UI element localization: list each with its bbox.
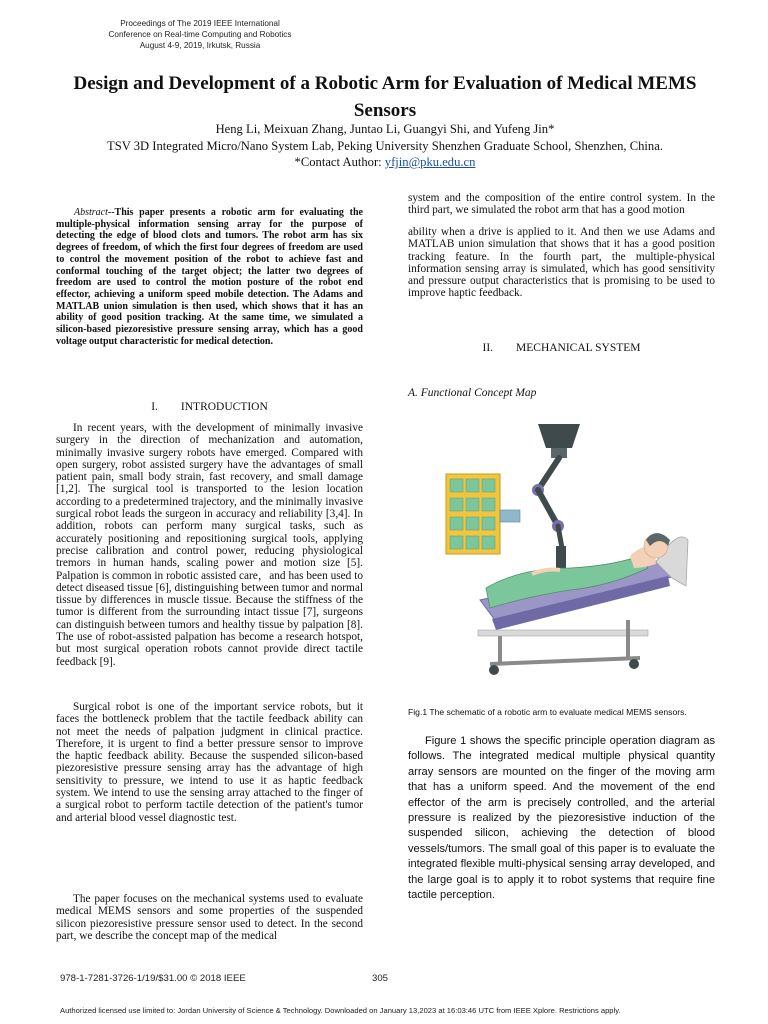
contact-label: *Contact Author: [294, 155, 385, 169]
footer-isbn: 978-1-7281-3726-1/19/$31.00 © 2018 IEEE [60, 973, 246, 984]
author-block [40, 121, 730, 171]
conference-line: Proceedings of The 2019 IEEE International [120, 19, 280, 28]
continuation-text-a: system and the composition of the entire control system. In the third part, we simulated the robot arm that has a good motion [408, 192, 715, 217]
figure-1-robot-arm-illustration [420, 418, 705, 683]
conference-line: Conference on Real-time Computing and Robotics [108, 30, 292, 39]
authorized-use-notice: Authorized licensed use limited to: Jordan University of Science & Technology. Downloaded on January 13,2023 at 16:03:46 UTC from IEEE Xplore. Restrictions apply. [60, 1006, 621, 1015]
sensor-array-graphic [446, 474, 520, 554]
intro-paragraph-3 [56, 893, 363, 942]
subsection-heading-concept-map: A. Functional Concept Map [408, 387, 537, 399]
page-number: 305 [372, 973, 389, 984]
abstract [56, 207, 363, 347]
paper-title-line: Sensors [353, 100, 417, 121]
section-heading-introduction: I. INTRODUCTION [151, 401, 268, 413]
conference-header [80, 18, 320, 51]
intro-paragraph-1 [56, 422, 363, 668]
section-heading-mechanical-system: II. MECHANICAL SYSTEM [482, 342, 641, 354]
conference-line: August 4-9, 2019, Irkutsk, Russia [139, 41, 261, 50]
paper-title-line: Design and Development of a Robotic Arm for Evaluation of Medical MEMS [73, 73, 697, 94]
figure-description-paragraph [408, 734, 715, 903]
paragraph-text: In recent years, with the development of minimally invasive surgery in the direction of mechanization and automation, minimally invasive surgery robots have emerged. Compared with open surgery, robot assisted surgery have the advantages of small patient pain, small body strain, fast recovery, and small damage [1,2]. The surgical tool is transported to the lesion location according to a predetermined trajectory, and the minimally invasive surgical robot leads the surgeon in accuracy and reliability [3,4]. In addition, robots can perform many surgical tasks, such as accurately positioning and repositioning surgical tools, applying precise calibration and control power, reducing physiological tremors in human hands, scaling power and motion size [5]. Palpation is common in robotic assisted care，and has been used to detect diseased tissue [6], distinguishing between tumor and normal tissue by differences in muscle tissue. Because the stiffness of the tumor is different from the surrounding intact tissue [7], surgeons can distinguish between tumors and healthy tissue by palpation [8]. The use of robot-assisted palpation has become a research hotspot, but most surgical operation robots cannot provide direct tactile feedback [9]. [56, 422, 363, 668]
author-affiliation: TSV 3D Integrated Micro/Nano System Lab, Peking University Shenzhen Graduate School, Shenzhen, China. [107, 138, 663, 153]
paragraph-text: The paper focuses on the mechanical systems used to evaluate medical MEMS sensors and some properties of the suspended silicon piezoresistive pressure sensor used to detect. In the second part, we describe the concept map of the medical [56, 893, 363, 942]
author-names: Heng Li, Meixuan Zhang, Juntao Li, Guangyi Shi, and Yufeng Jin* [215, 122, 555, 136]
paragraph-text: Surgical robot is one of the important service robots, but it faces the bottleneck problem that the tactile feedback ability can not meet the needs of palpation judgment in clinical practice. Therefore, it is urgent to find a better pressure sensor to improve the haptic feedback ability. Because the suspended silicon-based piezoresistive pressure sensing array has the advantage of high sensitivity to pressure, we intend to use it as haptic feedback system. We intend to use the sensing array attached to the finger of a surgical robot to perform tactile detection of the patient's tumor and arterial blood vessel diagnostic test. [56, 701, 363, 824]
contact-line [40, 154, 730, 171]
intro-paragraph-2 [56, 701, 363, 824]
contact-email-link[interactable]: yfjin@pku.edu.cn [384, 155, 476, 169]
figure-1-caption: Fig.1 The schematic of a robotic arm to evaluate medical MEMS sensors. [408, 707, 687, 717]
continuation-text-b: ability when a drive is applied to it. And then we use Adams and MATLAB union simulation that shows that it has a good position tracking feature. In the fourth part, the multiple-physical information sensing array is simulated, which has good sensitivity and pressure output characteristics that is promising to be used to improve haptic feedback. [408, 226, 715, 300]
abstract-label: Abstract [74, 207, 108, 218]
paragraph-text: Figure 1 shows the specific principle operation diagram as follows. The integrated medical multiple physical quantity array sensors are mounted on the finger of the moving arm that has a uniform speed. And the movement of the end effector of the arm is precisely controlled, and the arterial pressure is realized by the piezoresistive induction of the suspended silicon, achieving the detection of blood vessels/tumors. The small goal of this paper is to evaluate the integrated flexible multi-physical sensing array developed, and the large goal is to apply it to robot systems that require fine tactile perception. [408, 735, 715, 902]
abstract-text: --This paper presents a robotic arm for evaluating the multiple-physical information sensing array for the purpose of detecting the edge of blood clots and tumors. The robot arm has six degrees of freedom, of which the first four degrees of freedom are used to control the movement position of the robot to achieve fast and conformal touching of the target object; the latter two degrees of freedom are used to control the motion posture of the robot end effector, achieving a uniform speed mobile detection. The Adams and MATLAB union simulation is then used, which shows that it has an ability of good position tracking. At the same time, we simulated a silicon-based piezoresistive pressure sensing array, which has a good voltage output characteristic for medical detection. [56, 207, 363, 347]
paper-title [40, 70, 730, 124]
